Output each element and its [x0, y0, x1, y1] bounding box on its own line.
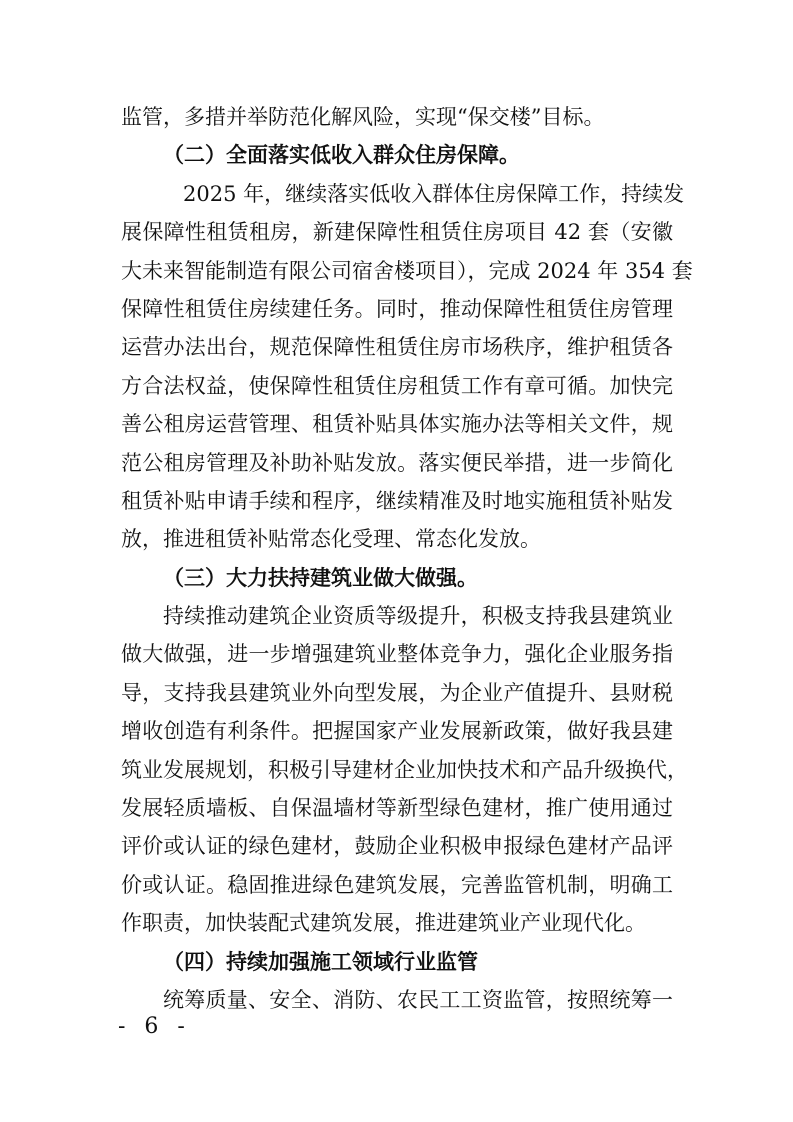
- section-heading: （四）持续加强施工领域行业监管: [163, 948, 478, 974]
- paragraph-line: 租赁补贴申请手续和程序，继续精准及时地实施租赁补贴发: [121, 488, 673, 513]
- section-heading: （二）全面落实低收入群众住房保障。: [163, 142, 520, 168]
- paragraph-line: 持续推动建筑企业资质等级提升，积极支持我县建筑业: [163, 604, 673, 629]
- paragraph-line: 保障性租赁住房续建任务。同时，推动保障性租赁住房管理: [121, 296, 673, 321]
- paragraph-line: 范公租房管理及补助补贴发放。落实便民举措，进一步简化: [121, 450, 673, 475]
- paragraph-line: 放，推进租赁补贴常态化受理、常态化发放。: [121, 527, 541, 552]
- paragraph-line: 善公租房运营管理、租赁补贴具体实施办法等相关文件，规: [121, 412, 673, 437]
- section-heading: （三）大力扶持建筑业做大做强。: [163, 564, 478, 590]
- paragraph-line: 大未来智能制造有限公司宿舍楼项目），完成 2024 年 354 套: [121, 258, 693, 283]
- paragraph-line: 监管，多措并举防范化解风险，实现“保交楼”目标。: [121, 105, 605, 129]
- page-number: - 6 -: [118, 1014, 191, 1039]
- paragraph-line: 增收创造有利条件。把握国家产业发展新政策，做好我县建: [121, 719, 673, 744]
- paragraph-line: 发展轻质墙板、自保温墙材等新型绿色建材，推广使用通过: [121, 796, 673, 821]
- paragraph-line: 2025 年，继续落实低收入群体住房保障工作，持续发: [183, 181, 685, 206]
- paragraph-line: 价或认证。稳固推进绿色建筑发展，完善监管机制，明确工: [121, 872, 673, 897]
- paragraph-line: 作职责，加快装配式建筑发展，推进建筑业产业现代化。: [121, 911, 646, 936]
- paragraph-line: 做大做强，进一步增强建筑业整体竞争力，强化企业服务指: [121, 642, 673, 667]
- paragraph-line: 导，支持我县建筑业外向型发展，为企业产值提升、县财税: [121, 680, 673, 705]
- paragraph-line: 统筹质量、安全、消防、农民工工资监管，按照统筹一: [163, 988, 673, 1012]
- paragraph-line: 筑业发展规划，积极引导建材企业加快技术和产品升级换代，: [121, 757, 688, 782]
- paragraph-line: 展保障性租赁租房，新建保障性租赁住房项目 42 套（安徽: [121, 220, 673, 245]
- paragraph-line: 运营办法出台，规范保障性租赁住房市场秩序，维护租赁各: [121, 335, 673, 360]
- paragraph-line: 方合法权益，使保障性租赁住房租赁工作有章可循。加快完: [121, 373, 673, 398]
- paragraph-line: 评价或认证的绿色建材，鼓励企业积极申报绿色建材产品评: [121, 834, 673, 859]
